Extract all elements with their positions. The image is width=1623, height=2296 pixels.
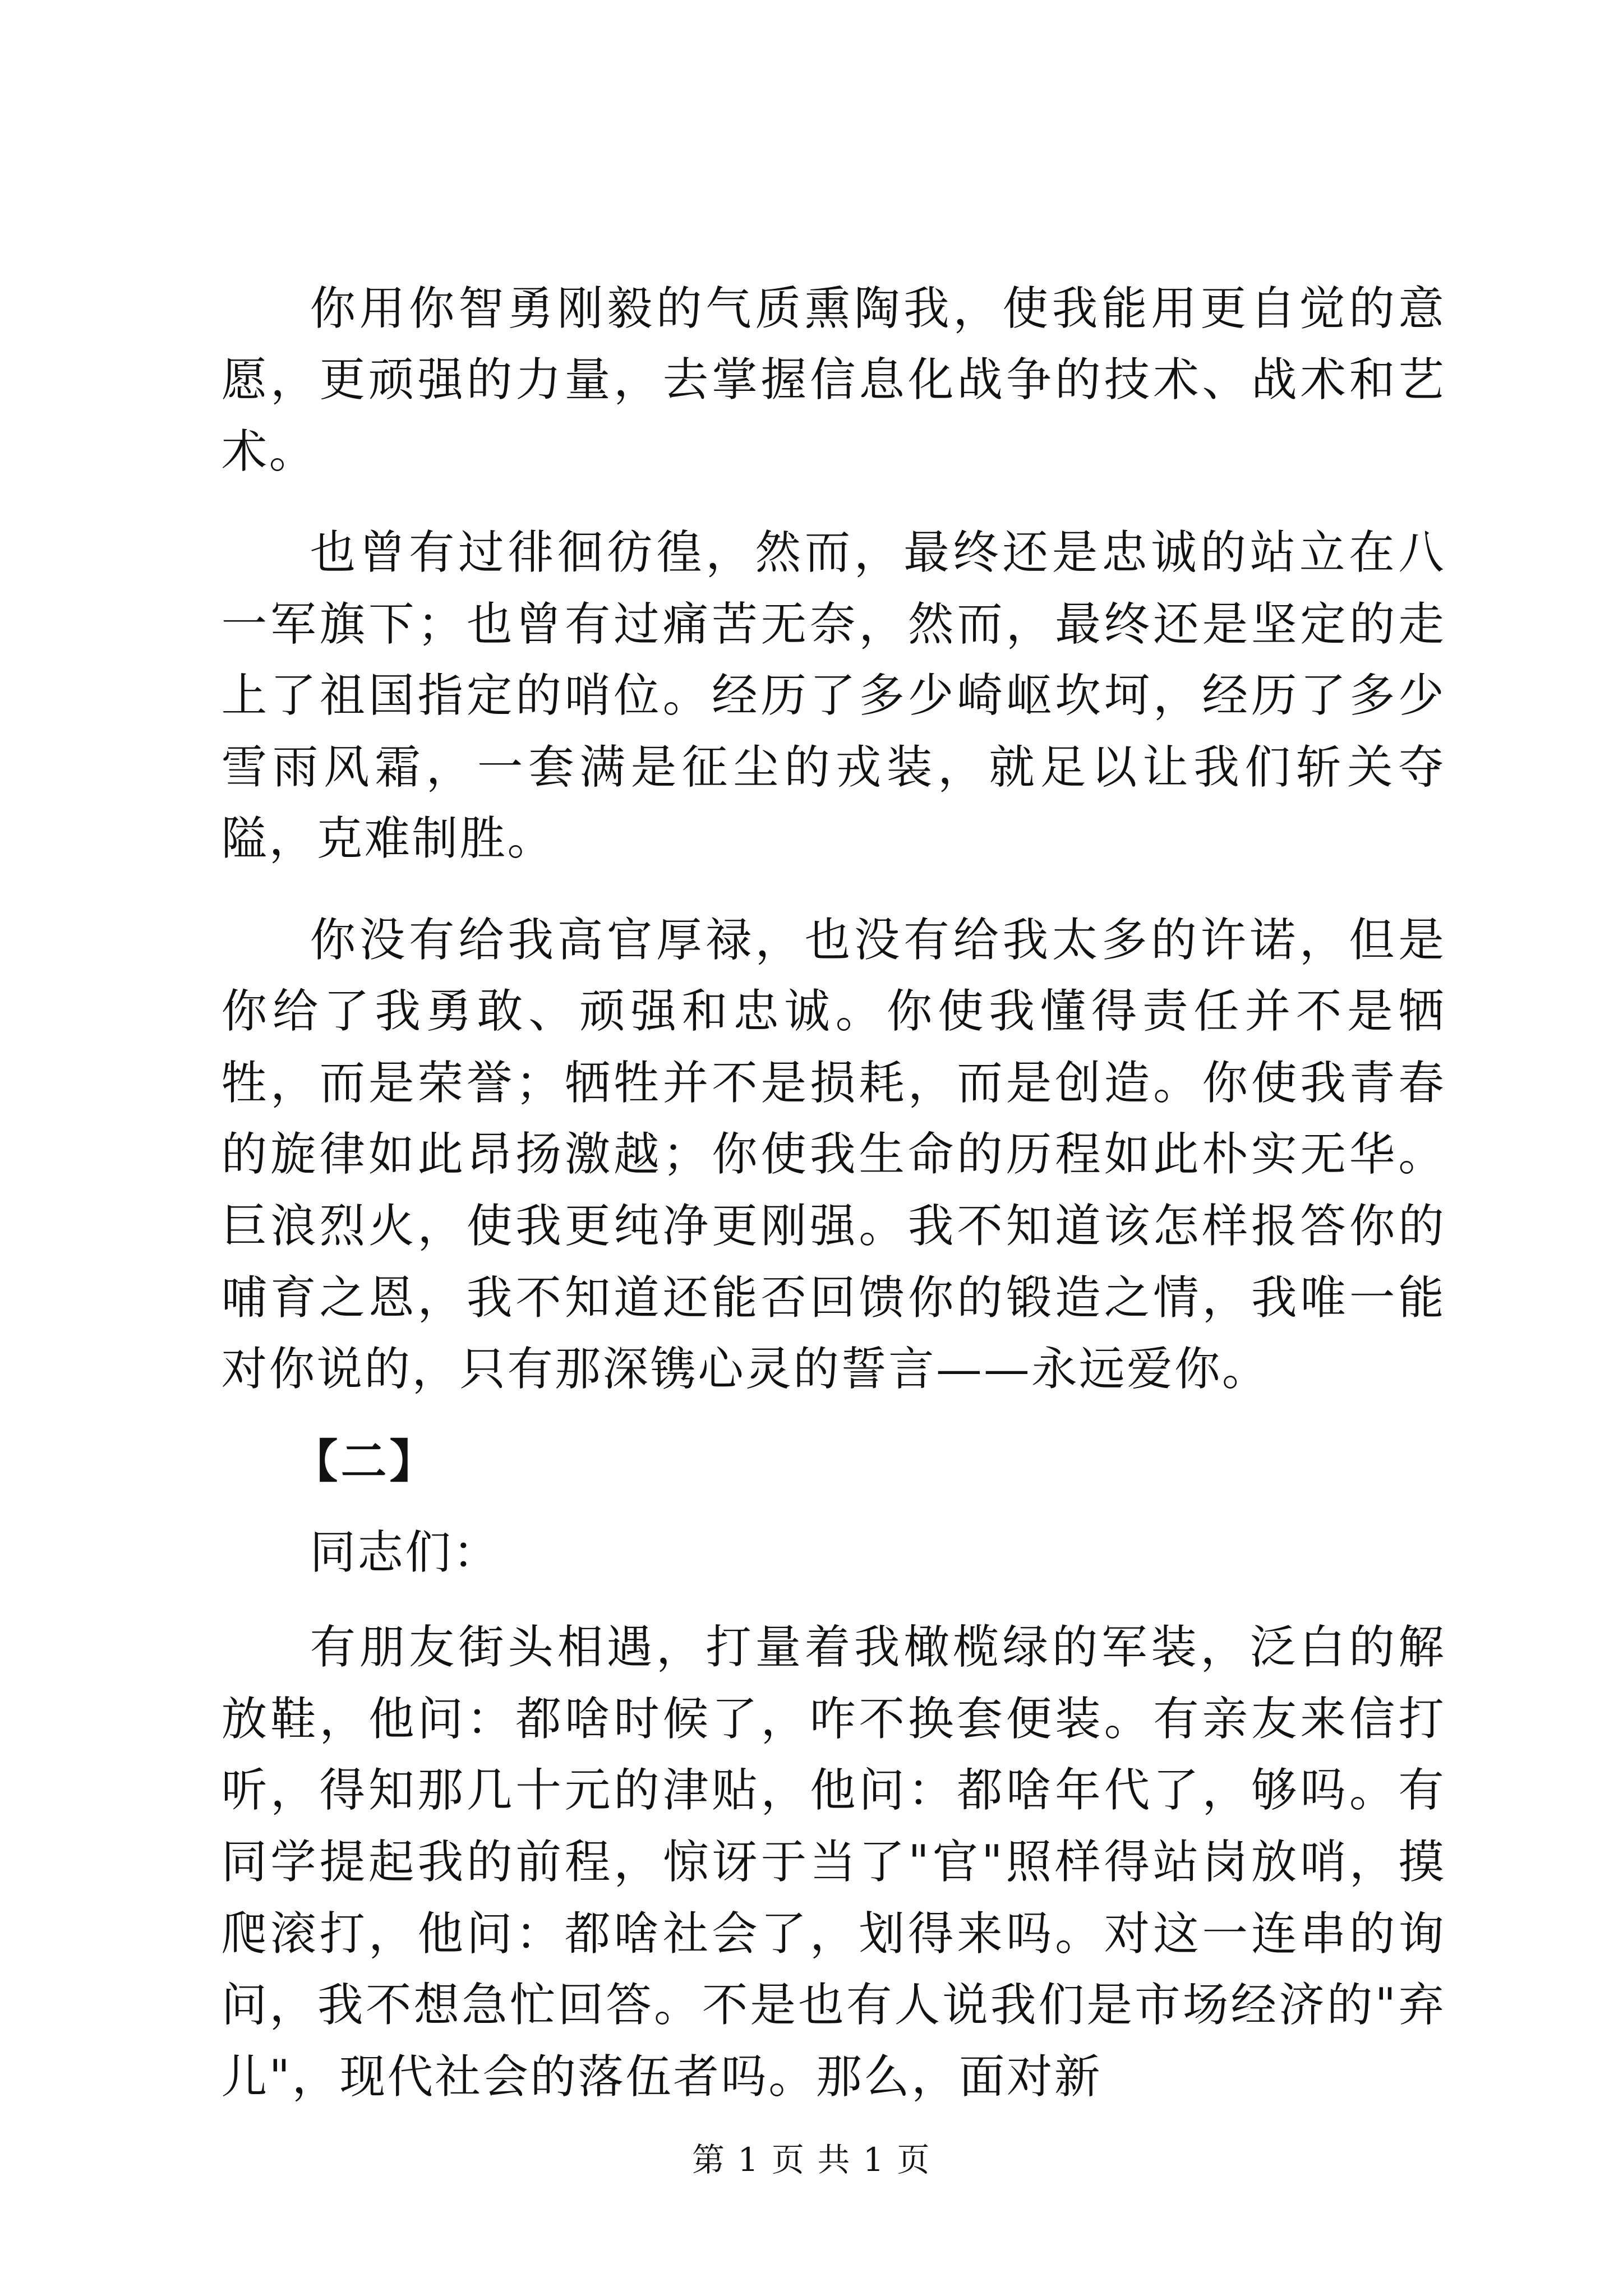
section-heading: 【二】 <box>292 1434 439 1488</box>
paragraph-4: 有朋友街头相遇，打量着我橄榄绿的军装，泛白的解放鞋，他问：都啥时候了，咋不换套便装。有亲友来信打听，得知那几十元的津贴，他问：都啥年代了，够吗。有同学提起我的前程，惊讶于当了"官"照样得站岗放哨，摸爬滚打，他问：都啥社会了，划得来吗。对这一连串的询问，我不想急忙回答。不是也有人说我们是市场经济的"弃儿"，现代社会的落伍者吗。那么，面对新 <box>221 1621 1446 2104</box>
document-body <box>222 273 1446 2113</box>
page-footer: 第 1 页 共 1 页 <box>692 2141 931 2179</box>
salutation: 同志们： <box>310 1525 501 1579</box>
paragraph-3: 你没有给我高官厚禄，也没有给我太多的许诺，但是你给了我勇敢、顽强和忠诚。你使我懂得责任并不是牺牲，而是荣誉；牺牲并不是损耗，而是创造。你使我青春的旋律如此昂扬激越；你使我生命的历程如此朴实无华。巨浪烈火，使我更纯净更刚强。我不知道该怎样报答你的哺育之恩，我不知道还能否回馈你的锻造之情，我唯一能对你说的，只有那深镌心灵的誓言——永远爱你。 <box>221 913 1446 1396</box>
paragraph-2: 也曾有过徘徊彷徨，然而，最终还是忠诚的站立在八一军旗下；也曾有过痛苦无奈，然而，最终还是坚定的走上了祖国指定的哨位。经历了多少崎岖坎坷，经历了多少雪雨风霜，一套满是征尘的戎装，就足以让我们斩关夺隘，克难制胜。 <box>221 526 1446 866</box>
paragraph-1: 你用你智勇刚毅的气质熏陶我，使我能用更自觉的意愿，更顽强的力量，去掌握信息化战争的技术、战术和艺术。 <box>221 282 1446 478</box>
